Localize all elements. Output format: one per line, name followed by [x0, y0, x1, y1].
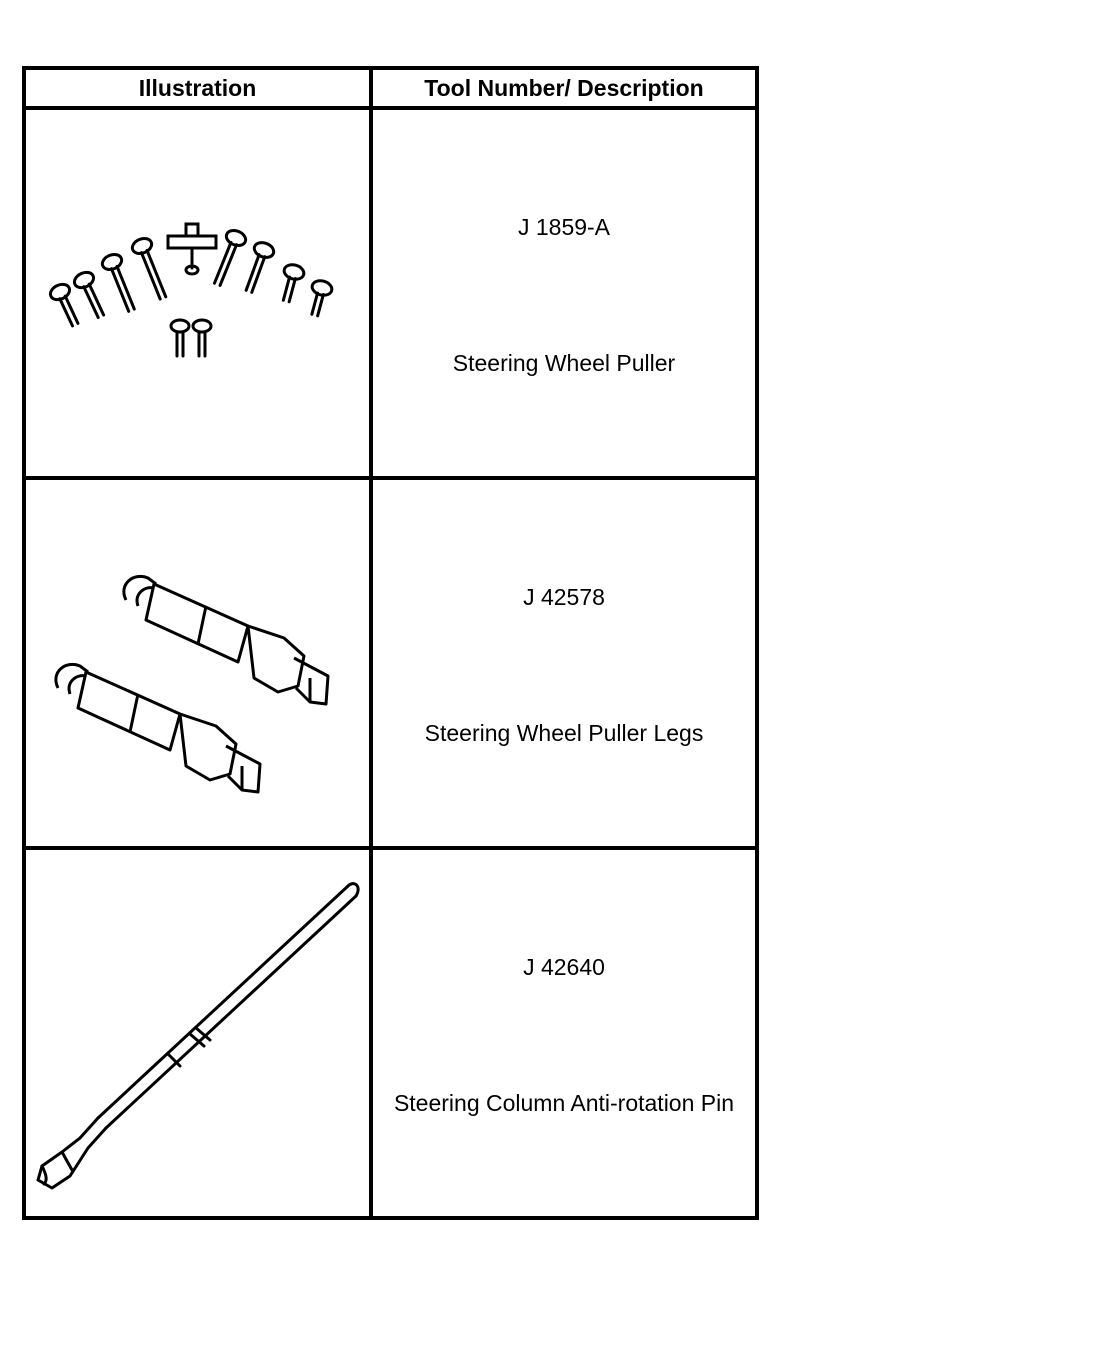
description-cell [371, 848, 757, 1218]
tool-table [22, 66, 759, 1220]
header-row [24, 68, 757, 108]
table-row [24, 478, 757, 848]
tool-description: Steering Wheel Puller Legs [424, 720, 704, 746]
tool-number: J 42578 [523, 584, 605, 610]
table-row [24, 848, 757, 1218]
bolt-set-icon [26, 110, 369, 476]
tool-description: Steering Column Anti-rotation Pin [393, 1090, 735, 1116]
description-cell [371, 478, 757, 848]
illustration-cell [24, 108, 371, 478]
table-row [24, 108, 757, 478]
description-cell [371, 108, 757, 478]
puller-legs-icon [26, 480, 369, 846]
tool-description: Steering Wheel Puller [452, 350, 676, 376]
illustration-cell [24, 478, 371, 848]
header-tool-number: Tool Number/ Description [371, 68, 757, 108]
illustration-cell [24, 848, 371, 1218]
anti-rotation-pin-icon [26, 850, 369, 1216]
header-illustration: Illustration [24, 68, 371, 108]
tool-number: J 42640 [523, 954, 605, 980]
tool-number: J 1859-A [517, 214, 611, 240]
